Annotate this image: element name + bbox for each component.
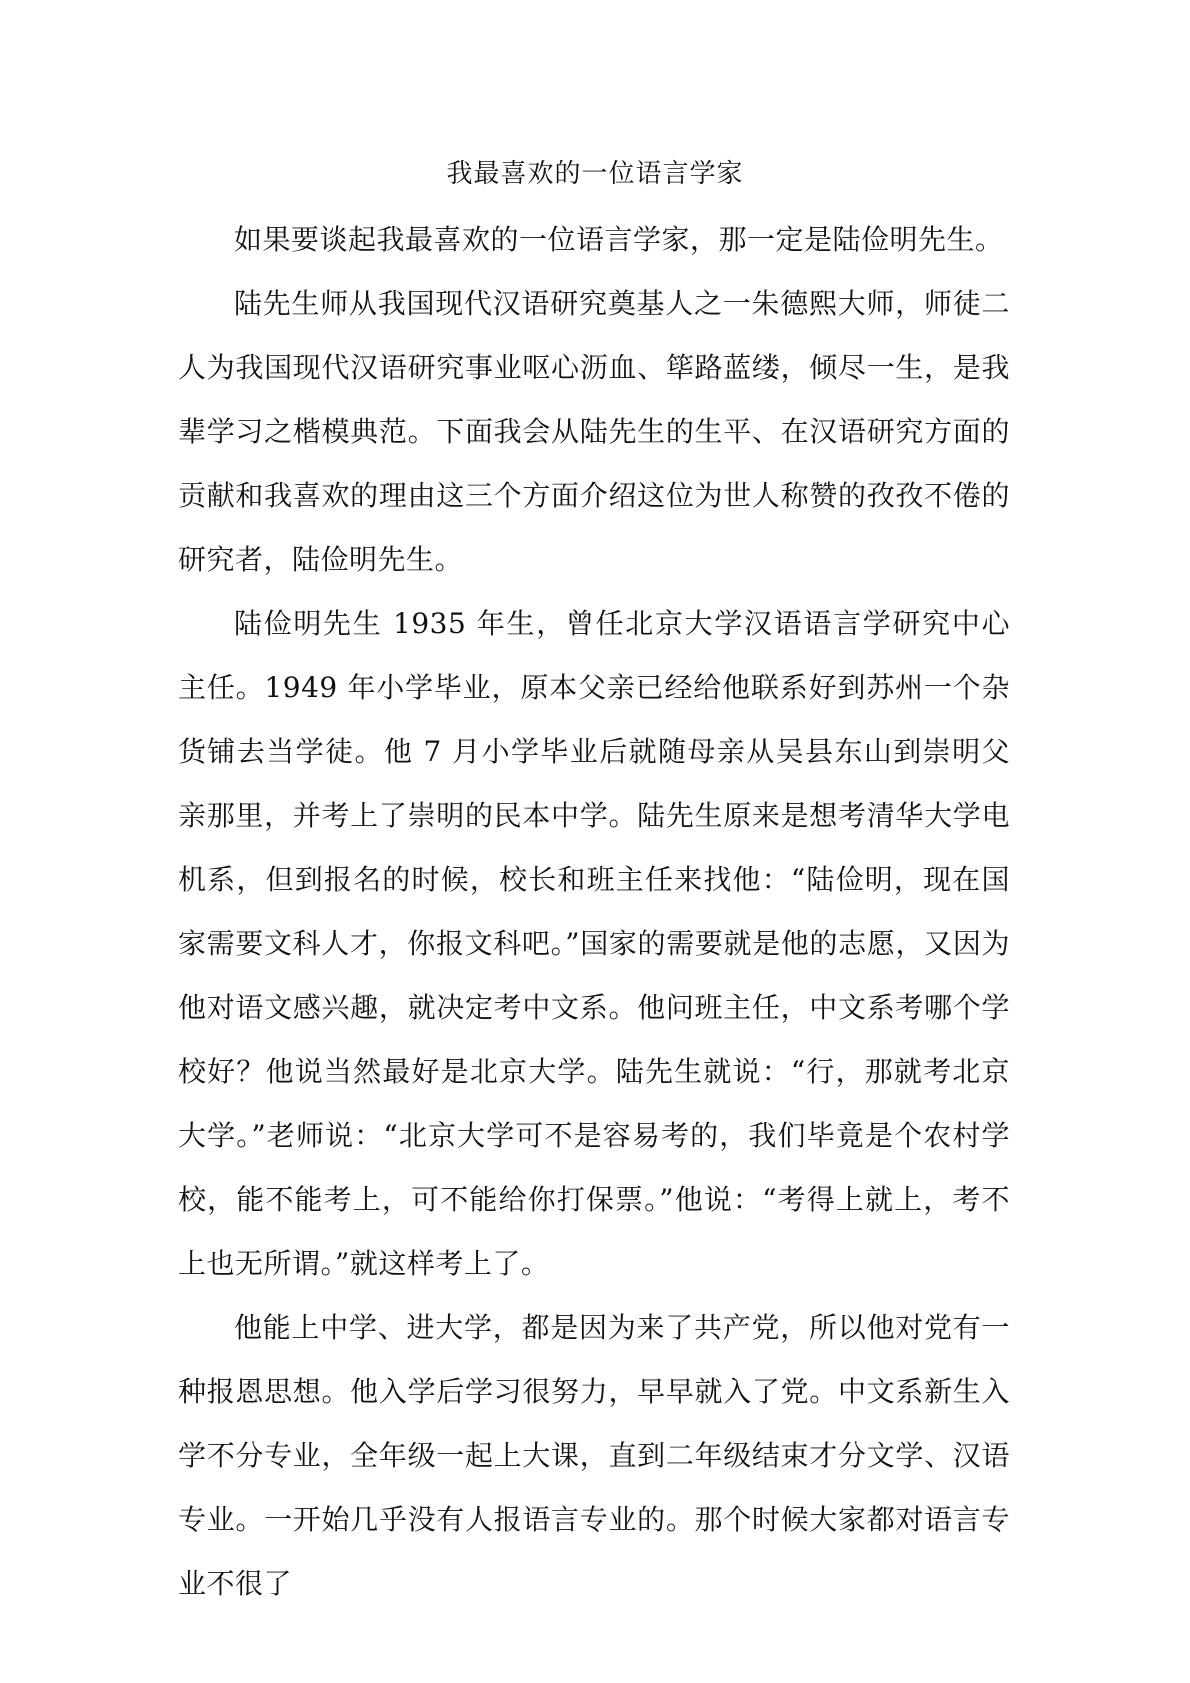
document-title: 我最喜欢的一位语言学家 [446,159,744,189]
document-body [178,208,1010,1616]
paragraph-university: 他能上中学、进大学，都是因为来了共产党，所以他对党有一种报恩思想。他入学后学习很努力，早早就入了党。中文系新生入学不分专业，全年级一起上大课，直到二年级结束才分文学、汉语专业。一开始几乎没有人报语言专业的。那个时候大家都对语言专业不很了 [178,1311,1010,1600]
paragraph-biography: 陆俭明先生 1935 年生，曾任北京大学汉语语言学研究中心主任。1949 年小学毕业，原本父亲已经给他联系好到苏州一个杂货铺去当学徒。他 7 月小学毕业后就随母亲从吴县东山到崇明父亲那里，并考上了崇明的民本中学。陆先生原来是想考清华大学电机系，但到报名的时候，校长和班主任来找他：“陆俭明，现在国家需要文科人才，你报文科吧。”国家的需要就是他的志愿，又因为他对语文感兴趣，就决定考中文系。他问班主任，中文系考哪个学校好？他说当然最好是北京大学。陆先生就说：“行，那就考北京大学。”老师说：“北京大学可不是容易考的，我们毕竟是个农村学校，能不能考上，可不能给你打保票。”他说：“考得上就上，考不上也无所谓。”就这样考上了。 [178,607,1010,1280]
paragraph-overview: 陆先生师从我国现代汉语研究奠基人之一朱德熙大师，师徒二人为我国现代汉语研究事业呕心沥血、筚路蓝缕，倾尽一生，是我辈学习之楷模典范。下面我会从陆先生的生平、在汉语研究方面的贡献和我喜欢的理由这三个方面介绍这位为世人称赞的孜孜不倦的研究者，陆俭明先生。 [178,287,1010,576]
paragraph-intro: 如果要谈起我最喜欢的一位语言学家，那一定是陆俭明先生。 [234,223,1004,256]
